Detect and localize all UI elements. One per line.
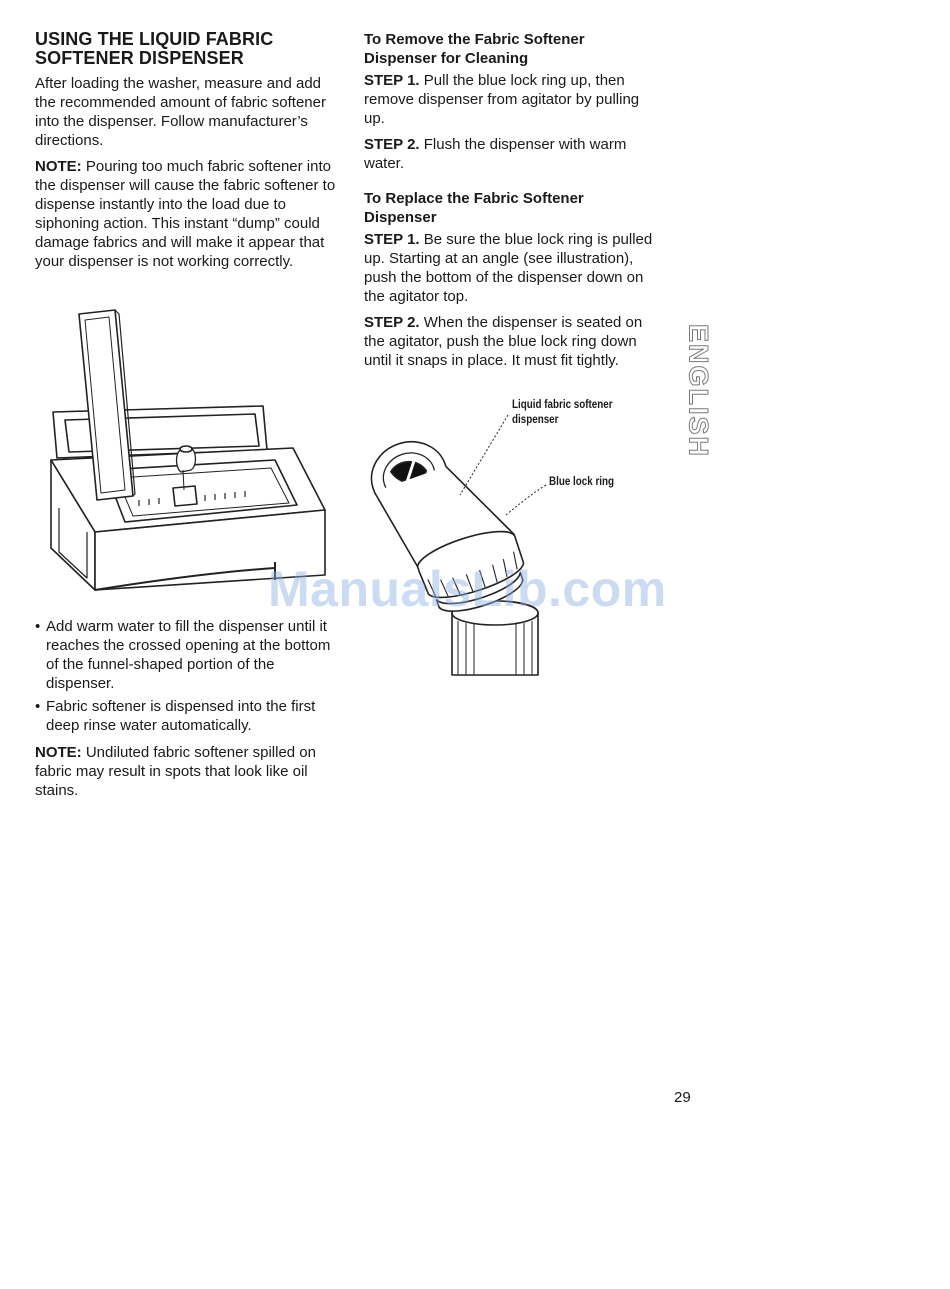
note-text: Undiluted fabric softener spilled on fabric may result in spots that look like oil stains. — [35, 744, 316, 799]
remove-step-2 — [364, 135, 654, 173]
replace-heading-line1: To Replace the Fabric Softener — [364, 190, 584, 207]
remove-heading-line1: To Remove the Fabric Softener — [364, 31, 585, 48]
note-paragraph-2 — [35, 743, 345, 800]
section-title-line1: USING THE LIQUID FABRIC — [35, 29, 274, 49]
bullet-item-2: • Fabric softener is dispensed into the first deep rinse water automatically. — [35, 697, 345, 735]
section-title — [35, 30, 345, 68]
step-label: STEP 2. — [364, 314, 420, 331]
remove-heading-line2: Dispenser for Cleaning — [364, 50, 529, 67]
right-column — [364, 30, 654, 377]
step-text: When the dispenser is seated on the agitator, push the blue lock ring down until it snaps in place. It must fit tightly. — [364, 314, 643, 369]
step-text: Be sure the blue lock ring is pulled up. Starting at an angle (see illustration), push the bottom of the dispenser down on the agitator top. — [364, 231, 653, 305]
bullet-list — [35, 617, 345, 735]
left-column — [35, 30, 345, 278]
replace-heading — [364, 189, 654, 227]
watermark: ManualsLib.com — [268, 561, 667, 617]
step-label: STEP 1. — [364, 231, 420, 248]
label-dispenser-line1: Liquid fabric softener — [512, 397, 613, 411]
note-text: Pouring too much fabric softener into the dispenser will cause the fabric softener to dispense instantly into the load due to siphoning action. This instant “dump” could damage fabrics and will make it appear that your dispenser is not working correctly. — [35, 158, 336, 270]
remove-heading — [364, 30, 654, 68]
section-title-line2: SOFTENER DISPENSER — [35, 48, 244, 68]
replace-step-1 — [364, 230, 654, 306]
note-label: NOTE: — [35, 744, 82, 761]
label-dispenser-line2: dispenser — [512, 412, 559, 426]
remove-step-1 — [364, 71, 654, 128]
replace-heading-line2: Dispenser — [364, 209, 437, 226]
replace-step-2 — [364, 313, 654, 370]
step-label: STEP 1. — [364, 72, 420, 89]
step-text: Pull the blue lock ring up, then remove dispenser from agitator by pulling up. — [364, 72, 640, 127]
label-dispenser — [512, 397, 613, 427]
note-label: NOTE: — [35, 158, 82, 175]
label-blue-lock-ring: Blue lock ring — [549, 474, 615, 488]
left-column-lower — [35, 617, 345, 807]
note-paragraph-1 — [35, 157, 345, 271]
page-number: 29 — [674, 1089, 691, 1106]
bullet-item-1: • Add warm water to fill the dispenser until it reaches the crossed opening at the bottom of the funnel-shaped portion of the dispenser. — [35, 617, 345, 693]
dispenser-illustration — [360, 385, 660, 685]
step-text: Flush the dispenser with warm water. — [364, 136, 627, 172]
step-label: STEP 2. — [364, 136, 420, 153]
intro-paragraph: After loading the washer, measure and add the recommended amount of fabric softener into the dispenser. Follow manufacturer’s directions. — [35, 75, 326, 149]
language-side-tab-text: ENGLISH — [683, 323, 714, 459]
language-side-tab — [683, 306, 713, 476]
